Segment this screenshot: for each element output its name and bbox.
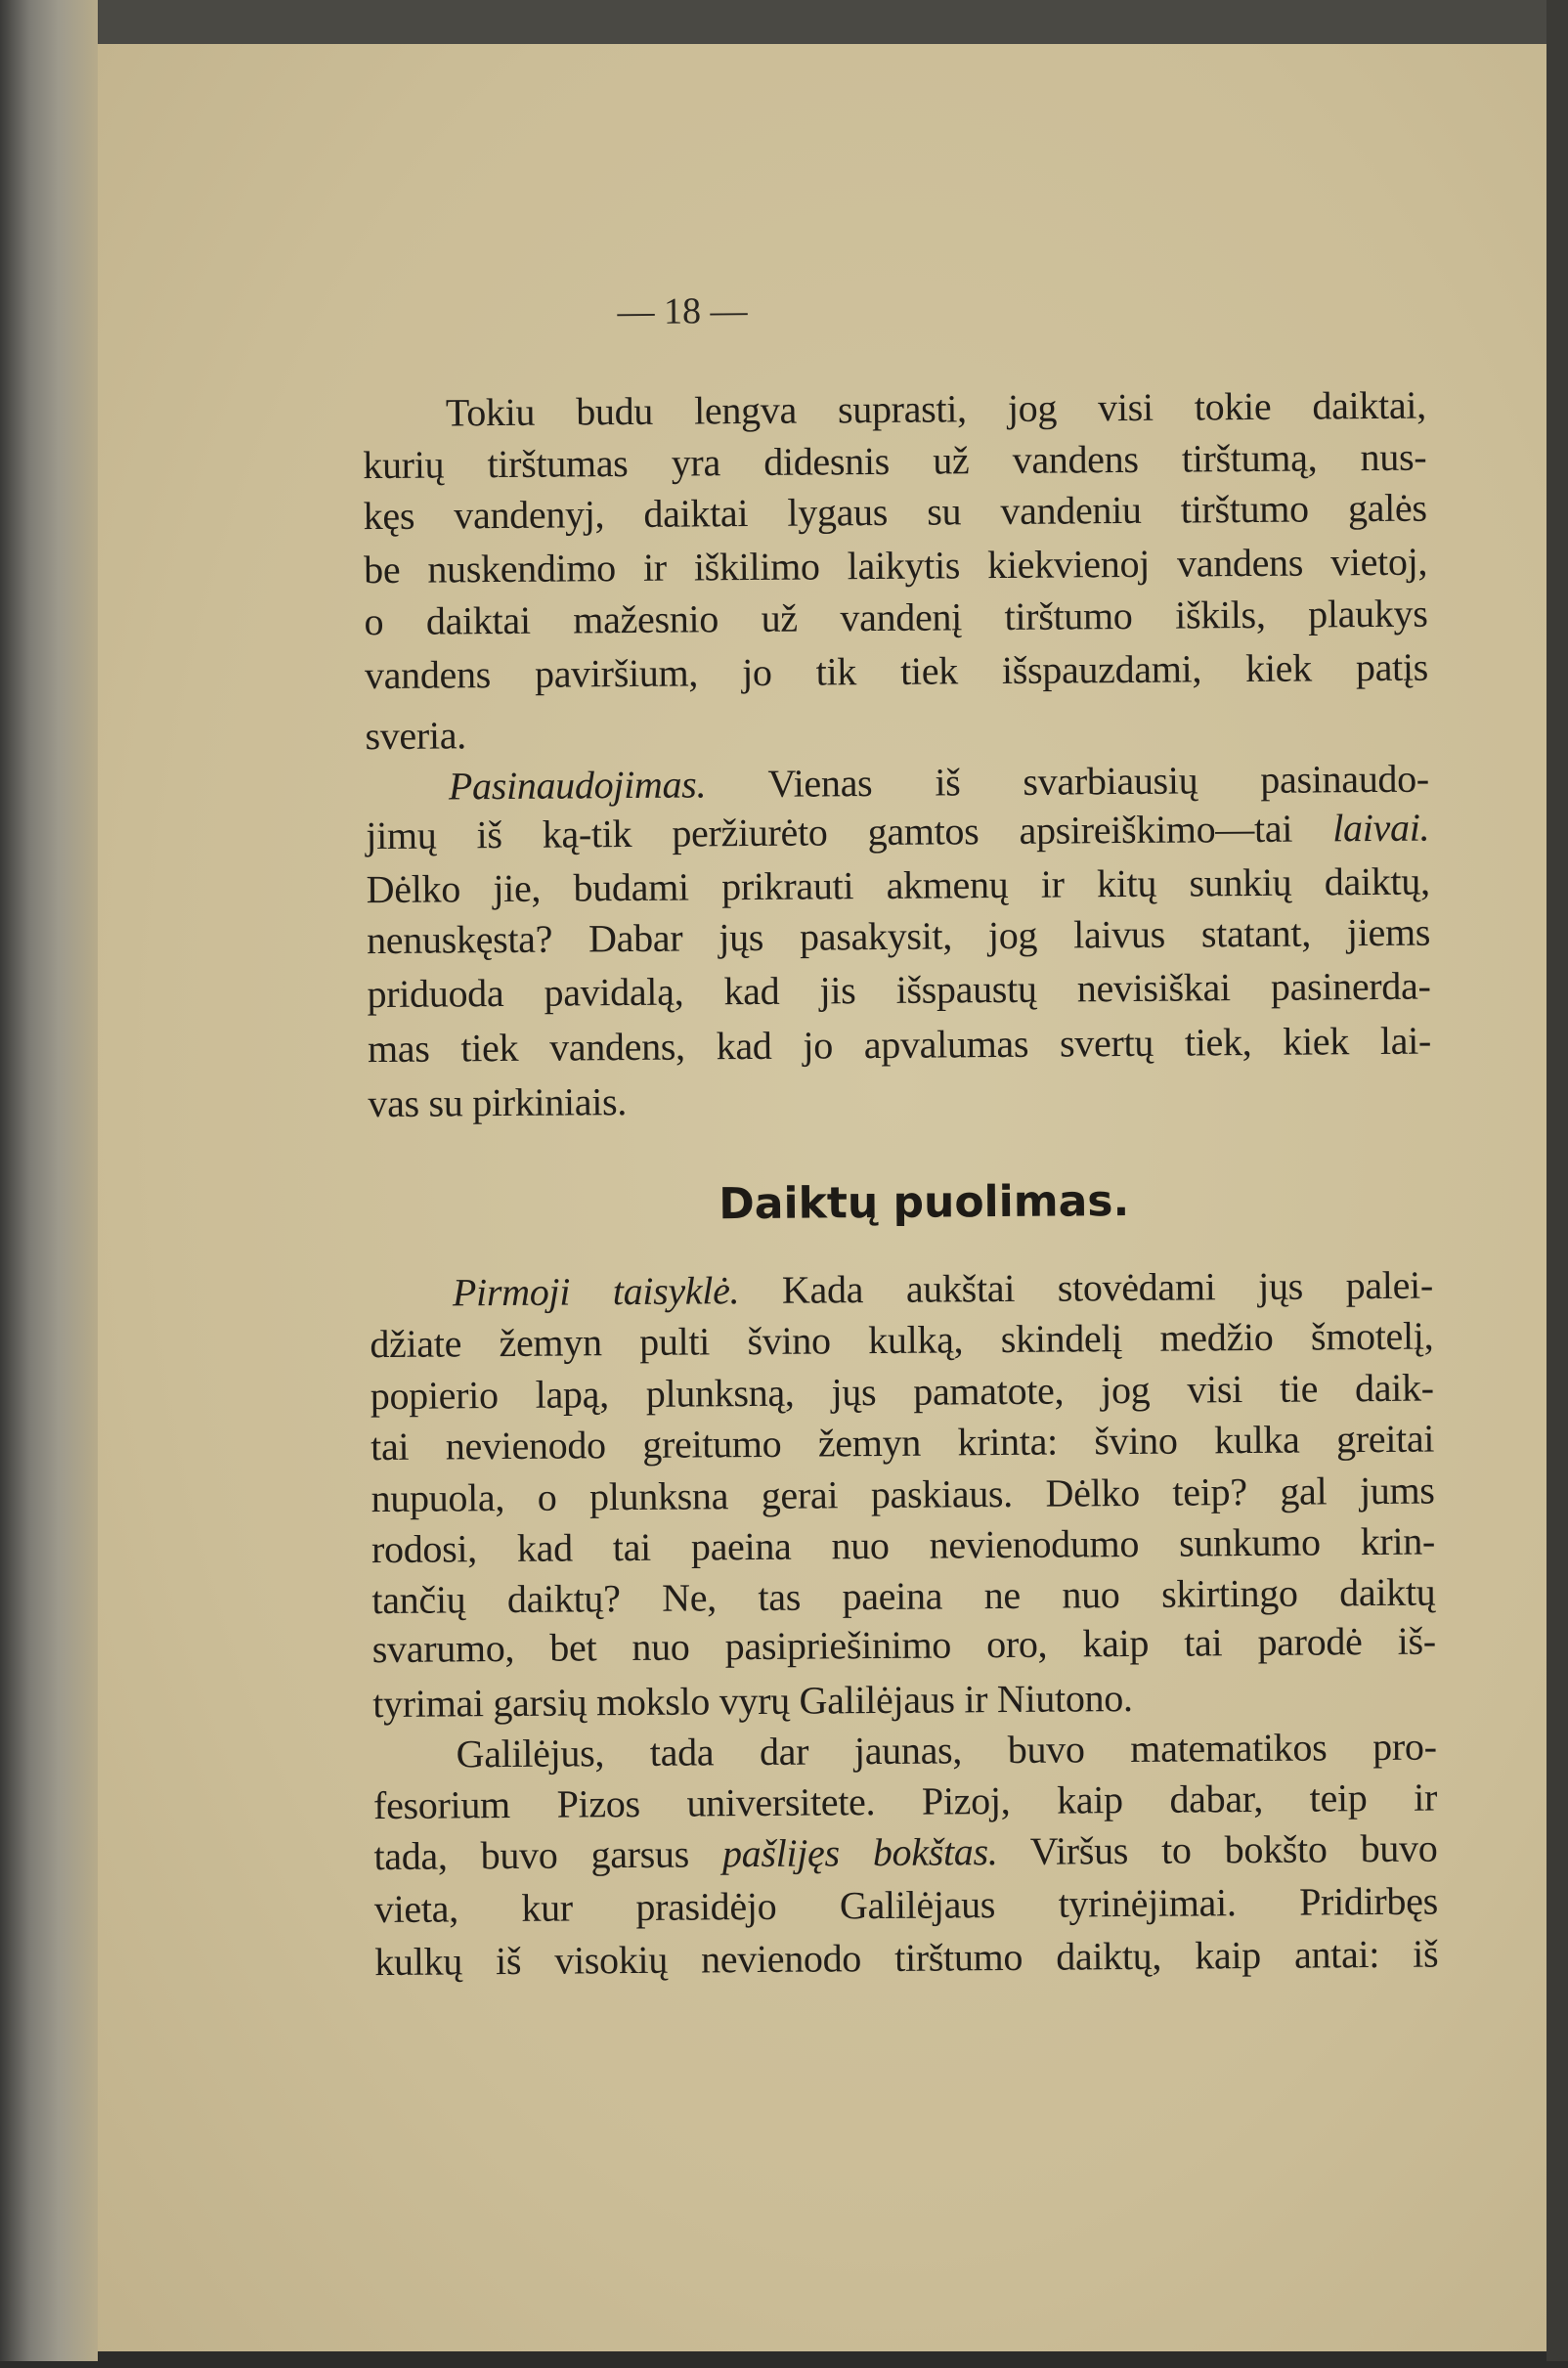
text-line — [446, 381, 1426, 438]
text-segment: džiate žemyn pulti švino kulką, skindelį medžio šmotelį, — [370, 1313, 1434, 1367]
italic-text: pašlijęs bokštas. — [721, 1829, 998, 1876]
italic-text: laivai. — [1332, 805, 1430, 851]
text-line — [370, 1312, 1433, 1370]
text-line — [364, 538, 1427, 595]
text-line — [453, 1261, 1433, 1318]
text-segment: Viršus to bokšto buvo — [997, 1825, 1438, 1874]
text-segment: Tokiu budu lengva suprasti, jog visi tokie daiktai, — [445, 382, 1427, 435]
text-segment: tai nevienodo greitumo žemyn krinta: švino kulka greitai — [370, 1416, 1435, 1469]
text-segment: popierio lapą, plunksną, jųs pamatote, jog visi tie daik- — [370, 1365, 1434, 1419]
text-line — [368, 1072, 1431, 1129]
text-line — [368, 1017, 1431, 1074]
text-segment: jimų iš ką-tik peržiurėto gamtos apsireiškimo—tai — [366, 806, 1333, 858]
text-segment: tada, buvo garsus — [373, 1831, 723, 1879]
italic-text: Pirmoji taisyklė. — [452, 1268, 740, 1315]
text-segment: vandens paviršium, jo tik tiek išspauzdami, kiek patįs — [364, 644, 1429, 698]
text-segment: nenuskęsta? Dabar jųs pasakysit, jog laivus statant, jiems — [366, 909, 1431, 963]
text-segment: vieta, kur prasidėjo Galilėjaus tyrinėjimai. Pridirbęs — [373, 1878, 1439, 1932]
text-line — [372, 1672, 1436, 1730]
text-line — [366, 804, 1429, 861]
text-segment: fesorium Pizos universitete. Pizoj, kaip dabar, teip ir — [372, 1775, 1438, 1828]
text-line — [373, 1824, 1437, 1882]
text-line — [372, 1617, 1436, 1675]
text-line — [374, 1877, 1438, 1935]
text-line — [364, 484, 1427, 542]
text-segment: Galilėjus, tada dar jaunas, buvo matematikos pro- — [456, 1724, 1437, 1776]
text-line — [371, 1517, 1435, 1575]
text-line — [456, 1723, 1436, 1779]
text-segment: tyrimai garsių mokslo vyrų Galilėjaus ir Niutono. — [372, 1675, 1133, 1727]
text-segment: Kada aukštai stovėdami jųs palei- — [739, 1262, 1434, 1313]
text-line — [371, 1568, 1435, 1626]
text-segment: kurių tirštumas yra didesnis už vandens tirštumą, nus- — [363, 434, 1427, 488]
text-segment: be nuskendimo ir iškilimo laikytis kiekvienoj vandens vietoj, — [363, 539, 1428, 592]
text-segment: svarumo, bet nuo pasipriešinimo oro, kaip tai parodė iš- — [371, 1618, 1436, 1672]
text-segment: vas su pirkiniais. — [368, 1079, 628, 1126]
page-number: — 18 — — [617, 290, 748, 333]
text-segment: Vienas iš svarbiausių pasinaudo- — [705, 756, 1430, 807]
italic-text: Pasinaudojimas. — [448, 762, 707, 809]
text-line — [370, 1467, 1434, 1524]
text-line — [365, 704, 1428, 762]
text-line — [370, 1364, 1434, 1422]
text-segment: priduoda pavidalą, kad jis išspaustų nevisiškai pasinerda- — [367, 963, 1431, 1017]
text-line — [373, 1774, 1437, 1831]
text-line — [449, 755, 1429, 811]
text-line — [364, 590, 1427, 647]
text-segment: rodosi, kad tai paeina nuo nevienodumo sunkumo krin- — [370, 1518, 1436, 1572]
text-segment: mas tiek vandens, kad jo apvalumas svertų tiek, kiek lai- — [367, 1018, 1432, 1072]
text-segment: sveria. — [365, 713, 467, 759]
text-line — [367, 962, 1430, 1020]
text-segment: nupuola, o plunksna gerai paskiaus. Dėlko teip? gal jums — [370, 1468, 1435, 1521]
text-segment: o daiktai mažesnio už vandenį tirštumo iškils, plaukys — [364, 591, 1428, 644]
text-line — [367, 908, 1430, 966]
text-line — [367, 857, 1430, 915]
text-line — [363, 433, 1426, 491]
text-line — [365, 643, 1428, 701]
text-segment: Dėlko jie, budami prikrauti akmenų ir kitų sunkių daiktų, — [366, 858, 1430, 912]
text-segment: kęs vandenyj, daiktai lygaus su vandeniu tirštumo galės — [363, 485, 1427, 539]
section-heading: Daiktų puolimas. — [719, 1175, 1130, 1230]
text-segment: tančių daiktų? Ne, tas paeina ne nuo skirtingo daiktų — [371, 1569, 1436, 1623]
text-line — [370, 1415, 1434, 1472]
text-segment: kulkų iš visokių nevienodo tirštumo daiktų, kaip antai: iš — [374, 1931, 1439, 1985]
text-line — [374, 1930, 1438, 1988]
